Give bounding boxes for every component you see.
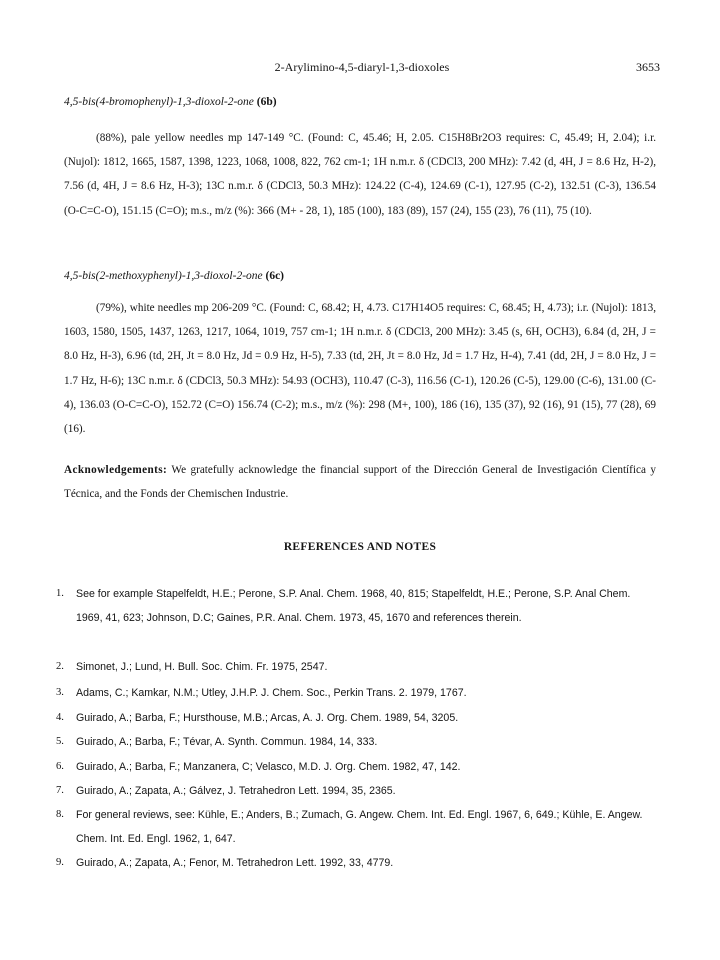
reference-text: For general reviews, see: Kühle, E.; Anders, B.; Zumach, G. Angew. Chem. Int. Ed. Engl. 1967, 6, 649.; Kühle, E. Angew. Chem. Int. Ed. Engl. 1962, 1, 647.	[76, 809, 643, 846]
reference-text: Adams, C.; Kamkar, N.M.; Utley, J.H.P. J. Chem. Soc., Perkin Trans. 2. 1979, 1767.	[76, 687, 467, 699]
acknowledgements-paragraph	[64, 458, 656, 506]
reference-number: 8.	[56, 809, 64, 820]
reference-text: Guirado, A.; Barba, F.; Tévar, A. Synth. Commun. 1984, 14, 333.	[76, 736, 378, 748]
compound-6c-text: (79%), white needles mp 206-209 °C. (Found: C, 68.42; H, 4.73. C17H14O5 requires: C, 68.45; H, 4.73); i.r. (Nujol): 1813, 1603, 1580, 1505, 1437, 1263, 1217, 1064, 1019, 757 cm-1; 1H n.m.r. δ (CDCl3, 200 MHz): 3.45 (s, 6H, OCH3), 6.84 (d, 2H, J = 8.0 Hz, H-3), 6.96 (td, 2H, Jt = 8.0 Hz, Jd = 0.9 Hz, H-5), 7.33 (td, 2H, Jt = 8.0 Hz, Jd = 1.7 Hz, H-4), 7.41 (dd, 2H, J = 8.0 Hz, J = 1.7 Hz, H-6); 13C n.m.r. δ (CDCl3, 50.3 MHz): 54.93 (OCH3), 110.47 (C-3), 116.56 (C-1), 120.26 (C-5), 129.00 (C-6), 131.00 (C-4), 136.03 (O-C=C-O), 152.72 (C=O) 156.74 (C-2); m.s., m/z (%): 298 (M+, 100), 186 (16), 135 (37), 92 (16), 91 (15), 77 (28), 69 (16).	[64, 302, 656, 436]
reference-number: 5.	[56, 736, 64, 747]
reference-number: 7.	[56, 785, 64, 796]
reference-text: Guirado, A.; Zapata, A.; Fenor, M. Tetrahedron Lett. 1992, 33, 4779.	[76, 857, 394, 869]
reference-item	[56, 803, 656, 852]
reference-number: 2.	[56, 661, 64, 672]
acknowledgements-label: Acknowledgements:	[64, 464, 168, 476]
reference-text: See for example Stapelfeldt, H.E.; Perone, S.P. Anal. Chem. 1968, 40, 815; Stapelfeldt, H.E.; Perone, S.P. Anal Chem. 1969, 41, 623; Johnson, D.C; Gaines, P.R. Anal. Chem. 1973, 45, 1670 and references therein.	[76, 588, 631, 625]
reference-text: Simonet, J.; Lund, H. Bull. Soc. Chim. Fr. 1975, 2547.	[76, 661, 328, 673]
reference-number: 3.	[56, 687, 64, 698]
reference-number: 6.	[56, 761, 64, 772]
compound-6b-section	[64, 96, 656, 108]
running-title: 2-Arylimino-4,5-diaryl-1,3-dioxoles	[274, 60, 450, 74]
reference-number: 4.	[56, 712, 64, 723]
reference-item	[56, 779, 656, 803]
reference-text: Guirado, A.; Zapata, A.; Gálvez, J. Tetrahedron Lett. 1994, 35, 2365.	[76, 785, 396, 797]
compound-6b-heading	[64, 96, 656, 108]
page-number: 3653	[636, 60, 660, 74]
compound-6b-data	[64, 126, 656, 223]
reference-item	[56, 655, 656, 679]
reference-item	[56, 706, 656, 730]
reference-text: Guirado, A.; Barba, F.; Manzanera, C; Velasco, M.D. J. Org. Chem. 1982, 47, 142.	[76, 761, 461, 773]
reference-item	[56, 755, 656, 779]
compound-6b-label: (6b)	[256, 96, 277, 108]
reference-item	[56, 730, 656, 754]
compound-6c-data	[64, 296, 656, 441]
reference-item	[56, 582, 656, 631]
acknowledgements-section	[64, 458, 656, 506]
reference-item	[56, 681, 656, 705]
compound-6c-heading	[64, 270, 656, 282]
references-title: REFERENCES AND NOTES	[283, 541, 437, 553]
reference-item	[56, 851, 656, 875]
compound-6c-label: (6c)	[265, 270, 285, 282]
compound-6c-name: 4,5-bis(2-methoxyphenyl)-1,3-dioxol-2-one	[64, 270, 263, 282]
compound-6c-section	[64, 270, 656, 282]
compound-6b-name: 4,5-bis(4-bromophenyl)-1,3-dioxol-2-one	[64, 96, 254, 108]
reference-number: 9.	[56, 857, 64, 868]
compound-6b-text: (88%), pale yellow needles mp 147-149 °C. (Found: C, 45.46; H, 2.05. C15H8Br2O3 requires: C, 45.49; H, 2.04); i.r. (Nujol): 1812, 1665, 1587, 1398, 1223, 1068, 1008, 822, 762 cm-1; 1H n.m.r. δ (CDCl3, 200 MHz): 7.42 (d, 4H, J = 8.6 Hz, H-2), 7.56 (d, 4H, J = 8.6 Hz, H-3); 13C n.m.r. δ (CDCl3, 50.3 MHz): 124.22 (C-4), 124.69 (C-1), 127.95 (C-2), 132.51 (C-3), 136.54 (O-C=C-O), 151.15 (C=O); m.s., m/z (%): 366 (M+ - 28, 1), 185 (100), 183 (89), 157 (24), 155 (23), 76 (11), 75 (10).	[64, 132, 656, 217]
reference-text: Guirado, A.; Barba, F.; Hursthouse, M.B.; Arcas, A. J. Org. Chem. 1989, 54, 3205.	[76, 712, 459, 724]
acknowledgements-text: We gratefully acknowledge the financial support of the Dirección General de Investigación Científica y Técnica, and the Fonds der Chemischen Industrie.	[64, 464, 656, 501]
page-header	[64, 60, 660, 76]
reference-number: 1.	[56, 588, 64, 599]
